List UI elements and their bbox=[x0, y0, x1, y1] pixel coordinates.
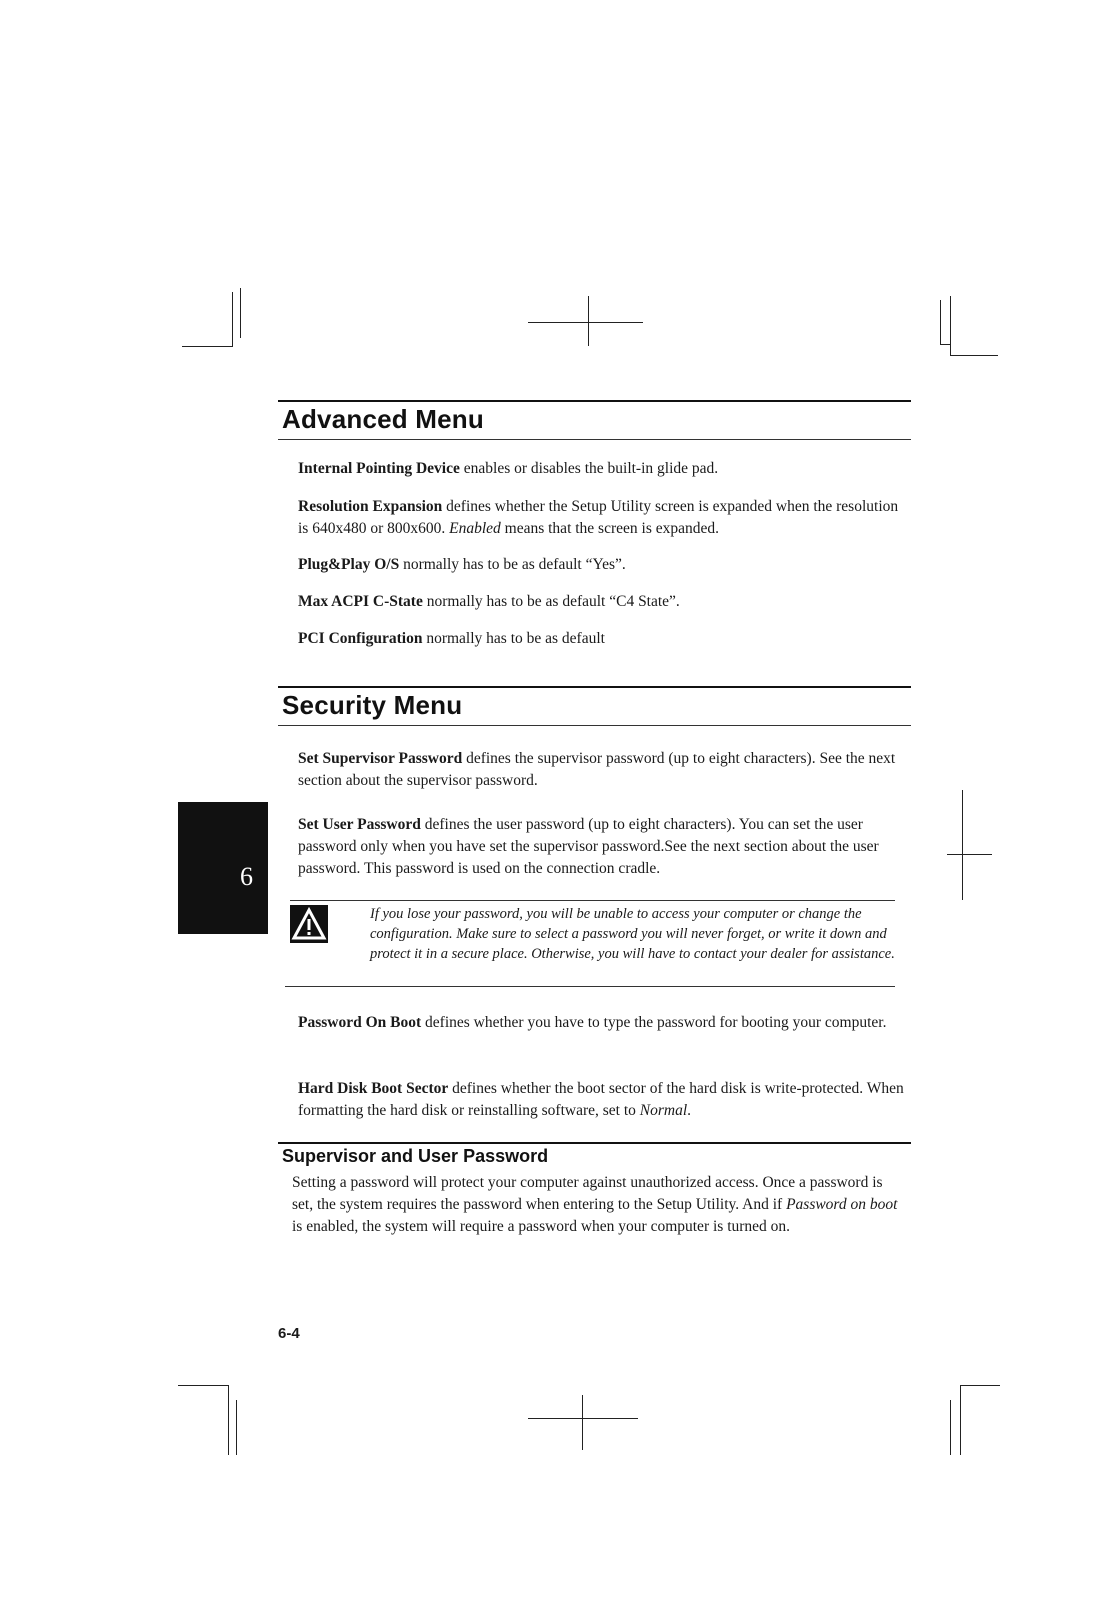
advanced-item-2: Plug&Play O/S normally has to be as default “Yes”. bbox=[298, 556, 626, 573]
warning-bottom-rule bbox=[285, 986, 895, 987]
warning-triangle-icon bbox=[290, 905, 328, 943]
advanced-item-0: Internal Pointing Device enables or disables the built-in glide pad. bbox=[298, 460, 719, 477]
warning-text: If you lose your password, you will be unable to access your computer or change the configuration. Make sure to select a password you will never forget, or write it down and protect it in a secure place. Otherwise, you will have to contact your dealer for assistance. bbox=[370, 906, 895, 962]
advanced-item-3: Max ACPI C-State normally has to be as default “C4 State”. bbox=[298, 593, 680, 610]
advanced-menu-title: Advanced Menu bbox=[282, 404, 484, 434]
supervisor-user-title: Supervisor and User Password bbox=[282, 1146, 549, 1166]
warning-top-rule bbox=[290, 900, 895, 901]
page-number: 6-4 bbox=[278, 1325, 300, 1342]
supervisor-top-rule bbox=[278, 1142, 911, 1144]
advanced-top-rule bbox=[278, 400, 911, 402]
supervisor-user-text: Setting a password will protect your computer against unauthorized access. Once a password is set, the system requires the password when entering to the Setup Utility. And if Password on boot is enabled, the system will require a password when your computer is turned on. bbox=[292, 1174, 898, 1235]
advanced-item-4: PCI Configuration normally has to be as default bbox=[298, 630, 605, 647]
security-item-2: Password On Boot defines whether you have to type the password for booting your computer. bbox=[298, 1014, 887, 1031]
warning-icon bbox=[290, 905, 328, 943]
advanced-item-1: Resolution Expansion defines whether the Setup Utility screen is expanded when the resolution is 640x480 or 800x600. Enabled means that the screen is expanded. bbox=[298, 498, 899, 537]
security-item-3: Hard Disk Boot Sector defines whether the boot sector of the hard disk is write-protected. When formatting the hard disk or reinstalling software, set to Normal. bbox=[298, 1080, 904, 1119]
security-item-1: Set User Password defines the user password (up to eight characters). You can set the user password only when you have set the supervisor password.See the next section about the user password. This password is used on the connection cradle. bbox=[298, 816, 879, 877]
chapter-tab bbox=[178, 802, 268, 934]
security-bottom-rule bbox=[278, 725, 911, 726]
chapter-number: 6 bbox=[240, 862, 253, 891]
security-menu-title: Security Menu bbox=[282, 690, 463, 720]
security-item-0: Set Supervisor Password defines the supervisor password (up to eight characters). See the next section about the supervisor password. bbox=[298, 750, 896, 789]
security-top-rule bbox=[278, 686, 911, 688]
advanced-bottom-rule bbox=[278, 439, 911, 440]
